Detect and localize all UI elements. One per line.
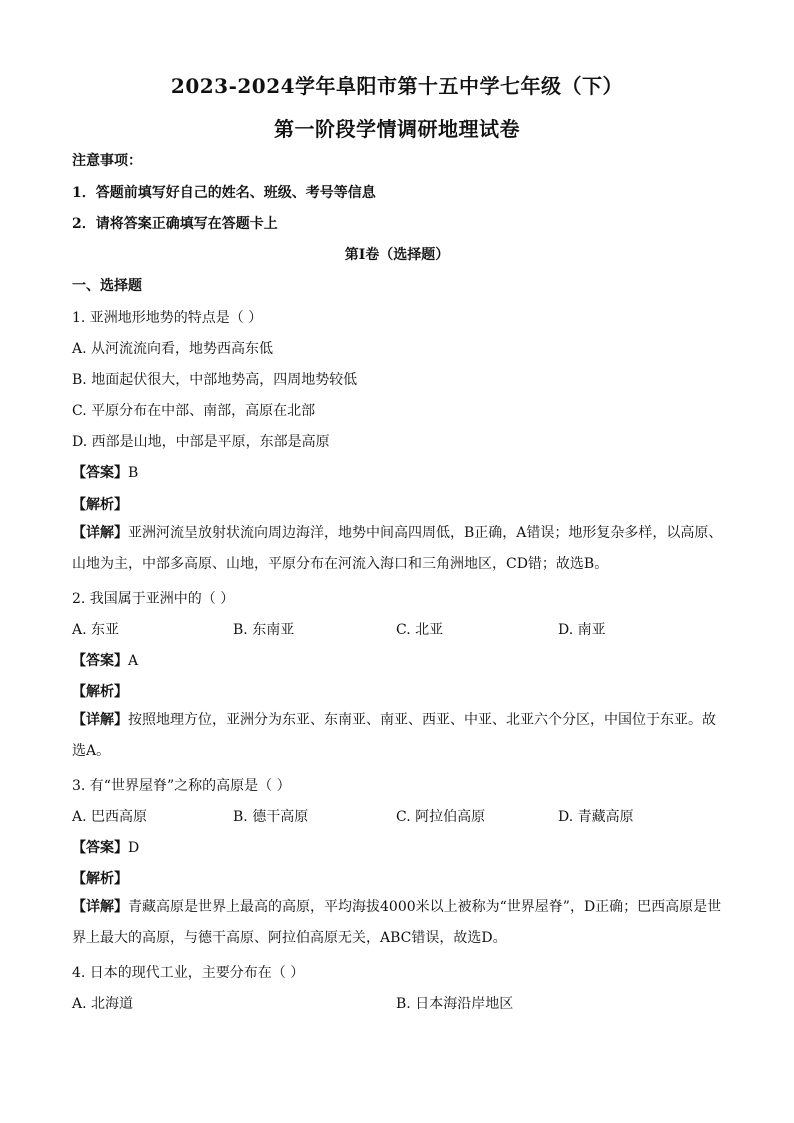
question-3-analysis-label: 【解析】 <box>72 871 128 887</box>
question-2-option-c: C. 北亚 <box>396 622 444 638</box>
detail-text: 青藏高原是世界上最高的高原，平均海拔4000米以上被称为“世界屋脊”，D正确；巴西高原是世界上最大的高原，与德干高原、阿拉伯高原无关，ABC错误，故选D。 <box>72 899 722 946</box>
question-2-stem: 2. 我国属于亚洲中的（ ） <box>72 591 235 607</box>
section-title: 一、选择题 <box>72 278 142 294</box>
answer-value: D <box>128 840 140 856</box>
question-3-option-d: D. 青藏高原 <box>558 809 634 825</box>
question-4-option-a: A. 北海道 <box>72 996 134 1012</box>
question-2-answer <box>72 650 138 670</box>
question-2-option-d: D. 南亚 <box>558 622 606 638</box>
answer-label: 【答案】 <box>72 465 128 481</box>
exam-title-line1: 2023-2024学年阜阳市第十五中学七年级（下） <box>170 74 624 98</box>
question-4-stem: 4. 日本的现代工业，主要分布在（ ） <box>72 965 305 981</box>
question-1-option-d: D. 西部是山地，中部是平原，东部是高原 <box>72 434 330 450</box>
question-3-stem: 3. 有“世界屋脊”之称的高原是（ ） <box>72 778 291 794</box>
question-3-option-b: B. 德干高原 <box>233 809 309 825</box>
question-3-answer <box>72 837 139 857</box>
part-title: 第Ⅰ卷（选择题） <box>344 247 450 263</box>
detail-label: 【详解】 <box>72 899 128 915</box>
notes-heading: 注意事项： <box>72 153 142 169</box>
notes-item-1: 1．答题前填写好自己的姓名、班级、考号等信息 <box>72 185 376 201</box>
question-3-option-c: C. 阿拉伯高原 <box>396 809 486 825</box>
question-1-detail <box>72 518 724 580</box>
question-1-option-c: C. 平原分布在中部、南部，高原在北部 <box>72 403 316 419</box>
question-2-option-a: A. 东亚 <box>72 622 120 638</box>
question-1-option-a: A. 从河流流向看，地势西高东低 <box>72 341 274 357</box>
detail-label: 【详解】 <box>72 525 128 541</box>
question-3-detail <box>72 892 724 954</box>
question-1-answer <box>72 462 138 482</box>
detail-text: 按照地理方位，亚洲分为东亚、东南亚、南亚、西亚、中亚、北亚六个分区，中国位于东亚。故选A。 <box>72 712 716 759</box>
question-3-option-a: A. 巴西高原 <box>72 809 148 825</box>
question-1-analysis-label: 【解析】 <box>72 497 128 513</box>
question-1-stem: 1. 亚洲地形地势的特点是（ ） <box>72 310 263 326</box>
detail-label: 【详解】 <box>72 712 128 728</box>
answer-value: A <box>128 653 139 669</box>
notes-item-2: 2．请将答案正确填写在答题卡上 <box>72 216 278 232</box>
question-1-option-b: B. 地面起伏很大，中部地势高，四周地势较低 <box>72 372 358 388</box>
answer-label: 【答案】 <box>72 840 128 856</box>
question-2-detail <box>72 705 724 767</box>
question-2-analysis-label: 【解析】 <box>72 684 128 700</box>
answer-value: B <box>128 465 139 481</box>
question-4-option-b: B. 日本海沿岸地区 <box>396 996 514 1012</box>
detail-text: 亚洲河流呈放射状流向周边海洋，地势中间高四周低，B正确，A错误；地形复杂多样，以高原、山地为主，中部多高原、山地，平原分布在河流入海口和三角洲地区，CD错；故选B。 <box>72 525 723 572</box>
answer-label: 【答案】 <box>72 653 128 669</box>
exam-title-line2: 第一阶段学情调研地理试卷 <box>274 117 520 141</box>
question-2-option-b: B. 东南亚 <box>233 622 295 638</box>
